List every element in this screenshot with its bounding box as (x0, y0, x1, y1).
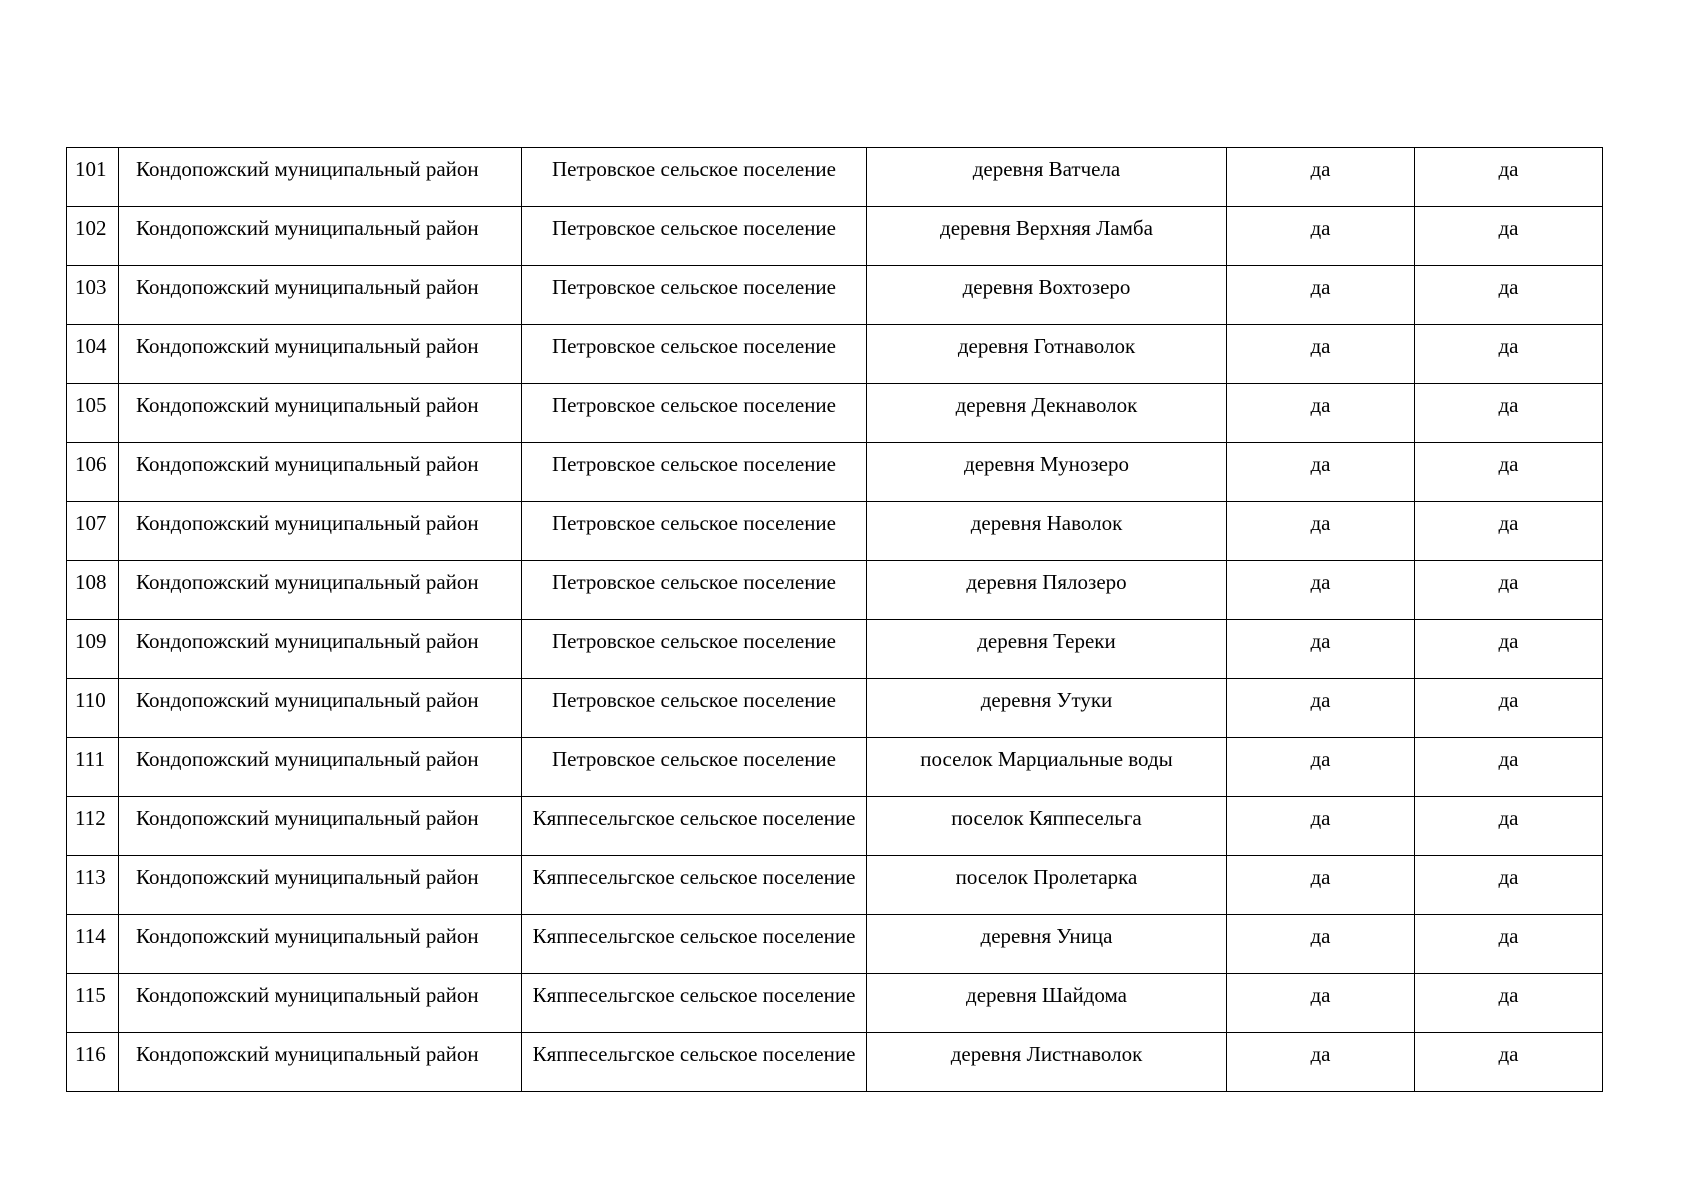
row-number-cell-text: 101 (75, 157, 107, 181)
district-cell-text: Кондопожский муниципальный район (136, 806, 479, 830)
locality-cell-text: деревня Декнаволок (955, 393, 1138, 417)
row-number-cell (67, 679, 119, 738)
row-number-cell (67, 620, 119, 679)
row-number-cell-text: 105 (75, 393, 107, 417)
row-number-cell (67, 561, 119, 620)
flag-cell-first-text: да (1310, 452, 1331, 476)
district-cell (119, 620, 522, 679)
locality-cell (867, 974, 1227, 1033)
row-number-cell-text: 114 (75, 924, 106, 948)
district-cell-text: Кондопожский муниципальный район (136, 1042, 479, 1066)
flag-cell-second (1415, 738, 1603, 797)
locality-cell (867, 620, 1227, 679)
table-row (67, 443, 1603, 502)
row-number-cell (67, 325, 119, 384)
flag-cell-first (1227, 915, 1415, 974)
locality-cell-text: поселок Пролетарка (955, 865, 1138, 889)
settlement-cell (522, 738, 867, 797)
flag-cell-first (1227, 207, 1415, 266)
settlement-cell (522, 915, 867, 974)
table-row (67, 797, 1603, 856)
settlement-cell-text: Петровское сельское поселение (552, 157, 836, 181)
locality-cell-text: поселок Кяппесельга (951, 806, 1142, 830)
locality-cell (867, 797, 1227, 856)
flag-cell-first (1227, 974, 1415, 1033)
row-number-cell-text: 112 (75, 806, 106, 830)
settlement-cell (522, 384, 867, 443)
row-number-cell (67, 443, 119, 502)
row-number-cell-text: 115 (75, 983, 106, 1007)
settlement-cell-text: Петровское сельское поселение (552, 216, 836, 240)
settlement-cell-text: Кяппесельгское сельское поселение (532, 865, 856, 889)
locality-cell-text: деревня Ватчела (972, 157, 1121, 181)
table-row (67, 620, 1603, 679)
table-row (67, 207, 1603, 266)
settlement-cell-text: Петровское сельское поселение (552, 452, 836, 476)
district-cell (119, 384, 522, 443)
flag-cell-first-text: да (1310, 275, 1331, 299)
district-cell-text: Кондопожский муниципальный район (136, 570, 479, 594)
district-cell-text: Кондопожский муниципальный район (136, 688, 479, 712)
flag-cell-second-text: да (1498, 452, 1519, 476)
flag-cell-first (1227, 266, 1415, 325)
district-cell (119, 266, 522, 325)
locality-cell-text: деревня Верхняя Ламба (940, 216, 1153, 240)
flag-cell-first-text: да (1310, 216, 1331, 240)
flag-cell-first (1227, 856, 1415, 915)
district-cell-text: Кондопожский муниципальный район (136, 865, 479, 889)
row-number-cell-text: 106 (75, 452, 107, 476)
row-number-cell-text: 104 (75, 334, 107, 358)
flag-cell-second (1415, 148, 1603, 207)
flag-cell-second-text: да (1498, 983, 1519, 1007)
district-cell-text: Кондопожский муниципальный район (136, 511, 479, 535)
table-row (67, 738, 1603, 797)
settlement-cell-text: Петровское сельское поселение (552, 570, 836, 594)
settlement-cell-text: Петровское сельское поселение (552, 747, 836, 771)
row-number-cell (67, 384, 119, 443)
settlement-cell (522, 1033, 867, 1092)
district-cell (119, 561, 522, 620)
locality-cell-text: деревня Наволок (970, 511, 1123, 535)
flag-cell-second-text: да (1498, 216, 1519, 240)
table-row (67, 679, 1603, 738)
district-cell-text: Кондопожский муниципальный район (136, 747, 479, 771)
settlement-cell (522, 502, 867, 561)
flag-cell-first-text: да (1310, 747, 1331, 771)
settlement-cell (522, 856, 867, 915)
flag-cell-second (1415, 266, 1603, 325)
locality-cell (867, 679, 1227, 738)
settlement-cell (522, 974, 867, 1033)
row-number-cell (67, 797, 119, 856)
row-number-cell-text: 102 (75, 216, 107, 240)
row-number-cell-text: 103 (75, 275, 107, 299)
locality-cell (867, 856, 1227, 915)
settlement-cell (522, 148, 867, 207)
settlement-cell-text: Петровское сельское поселение (552, 511, 836, 535)
flag-cell-first (1227, 384, 1415, 443)
flag-cell-second-text: да (1498, 747, 1519, 771)
table-row (67, 974, 1603, 1033)
flag-cell-second (1415, 1033, 1603, 1092)
locality-cell (867, 443, 1227, 502)
flag-cell-first-text: да (1310, 865, 1331, 889)
flag-cell-first-text: да (1310, 157, 1331, 181)
row-number-cell (67, 266, 119, 325)
locality-cell-text: деревня Вохтозеро (962, 275, 1131, 299)
flag-cell-second-text: да (1498, 688, 1519, 712)
flag-cell-first (1227, 325, 1415, 384)
table-row (67, 561, 1603, 620)
locality-cell (867, 738, 1227, 797)
district-cell-text: Кондопожский муниципальный район (136, 334, 479, 358)
flag-cell-first (1227, 1033, 1415, 1092)
flag-cell-second (1415, 502, 1603, 561)
flag-cell-second (1415, 915, 1603, 974)
district-cell-text: Кондопожский муниципальный район (136, 393, 479, 417)
flag-cell-first (1227, 148, 1415, 207)
table-body (67, 148, 1603, 1092)
flag-cell-second-text: да (1498, 334, 1519, 358)
table-row (67, 325, 1603, 384)
flag-cell-second (1415, 325, 1603, 384)
locality-cell (867, 148, 1227, 207)
settlement-cell (522, 797, 867, 856)
row-number-cell-text: 113 (75, 865, 106, 889)
settlement-cell-text: Кяппесельгское сельское поселение (532, 806, 856, 830)
district-cell-text: Кондопожский муниципальный район (136, 452, 479, 476)
flag-cell-second (1415, 443, 1603, 502)
flag-cell-second-text: да (1498, 511, 1519, 535)
settlement-cell-text: Петровское сельское поселение (552, 629, 836, 653)
flag-cell-second-text: да (1498, 157, 1519, 181)
district-cell (119, 738, 522, 797)
locality-cell-text: деревня Утуки (980, 688, 1113, 712)
flag-cell-first-text: да (1310, 334, 1331, 358)
flag-cell-second (1415, 561, 1603, 620)
table-row (67, 1033, 1603, 1092)
row-number-cell (67, 207, 119, 266)
flag-cell-first-text: да (1310, 1042, 1331, 1066)
locality-cell (867, 915, 1227, 974)
flag-cell-second (1415, 384, 1603, 443)
flag-cell-first-text: да (1310, 688, 1331, 712)
district-cell-text: Кондопожский муниципальный район (136, 216, 479, 240)
district-cell (119, 856, 522, 915)
locality-cell-text: деревня Пялозеро (966, 570, 1127, 594)
flag-cell-first (1227, 738, 1415, 797)
locality-cell-text: деревня Тереки (977, 629, 1116, 653)
district-cell-text: Кондопожский муниципальный район (136, 157, 479, 181)
locality-cell (867, 325, 1227, 384)
locality-cell-text: поселок Марциальные воды (920, 747, 1173, 771)
settlement-cell-text: Кяппесельгское сельское поселение (532, 983, 856, 1007)
locality-cell (867, 561, 1227, 620)
flag-cell-first-text: да (1310, 570, 1331, 594)
settlement-cell-text: Петровское сельское поселение (552, 275, 836, 299)
row-number-cell (67, 738, 119, 797)
row-number-cell (67, 1033, 119, 1092)
settlement-cell-text: Петровское сельское поселение (552, 393, 836, 417)
flag-cell-first (1227, 502, 1415, 561)
flag-cell-first-text: да (1310, 924, 1331, 948)
district-cell (119, 443, 522, 502)
flag-cell-second (1415, 974, 1603, 1033)
flag-cell-second-text: да (1498, 924, 1519, 948)
flag-cell-second-text: да (1498, 275, 1519, 299)
district-cell (119, 797, 522, 856)
locality-cell (867, 1033, 1227, 1092)
flag-cell-first-text: да (1310, 393, 1331, 417)
flag-cell-second (1415, 679, 1603, 738)
flag-cell-first (1227, 443, 1415, 502)
flag-cell-second (1415, 797, 1603, 856)
locality-cell-text: деревня Уница (980, 924, 1113, 948)
district-cell (119, 915, 522, 974)
flag-cell-second-text: да (1498, 570, 1519, 594)
district-cell (119, 1033, 522, 1092)
settlement-cell (522, 325, 867, 384)
row-number-cell (67, 148, 119, 207)
locality-cell (867, 384, 1227, 443)
row-number-cell (67, 915, 119, 974)
flag-cell-second-text: да (1498, 393, 1519, 417)
row-number-cell-text: 107 (75, 511, 107, 535)
district-cell (119, 502, 522, 561)
flag-cell-first-text: да (1310, 511, 1331, 535)
settlement-cell-text: Петровское сельское поселение (552, 688, 836, 712)
flag-cell-first (1227, 561, 1415, 620)
locality-cell-text: деревня Готнаволок (957, 334, 1136, 358)
flag-cell-first-text: да (1310, 983, 1331, 1007)
table-row (67, 266, 1603, 325)
district-cell-text: Кондопожский муниципальный район (136, 924, 479, 948)
settlement-cell (522, 266, 867, 325)
locality-cell-text: деревня Листнаволок (950, 1042, 1143, 1066)
flag-cell-second-text: да (1498, 629, 1519, 653)
district-cell (119, 207, 522, 266)
row-number-cell (67, 502, 119, 561)
settlement-cell-text: Кяппесельгское сельское поселение (532, 1042, 856, 1066)
settlements-table (66, 147, 1603, 1092)
flag-cell-first (1227, 620, 1415, 679)
settlement-cell (522, 561, 867, 620)
table-row (67, 384, 1603, 443)
row-number-cell-text: 116 (75, 1042, 106, 1066)
table-row (67, 502, 1603, 561)
row-number-cell-text: 111 (75, 747, 105, 771)
flag-cell-first (1227, 679, 1415, 738)
locality-cell (867, 266, 1227, 325)
settlement-cell-text: Кяппесельгское сельское поселение (532, 924, 856, 948)
district-cell (119, 679, 522, 738)
row-number-cell-text: 108 (75, 570, 107, 594)
district-cell-text: Кондопожский муниципальный район (136, 275, 479, 299)
locality-cell-text: деревня Мунозеро (964, 452, 1129, 476)
row-number-cell-text: 109 (75, 629, 107, 653)
flag-cell-second-text: да (1498, 806, 1519, 830)
district-cell-text: Кондопожский муниципальный район (136, 629, 479, 653)
settlement-cell-text: Петровское сельское поселение (552, 334, 836, 358)
row-number-cell (67, 856, 119, 915)
flag-cell-first (1227, 797, 1415, 856)
flag-cell-first-text: да (1310, 806, 1331, 830)
table-row (67, 915, 1603, 974)
district-cell (119, 148, 522, 207)
table-row (67, 856, 1603, 915)
locality-cell (867, 207, 1227, 266)
settlement-cell (522, 620, 867, 679)
locality-cell (867, 502, 1227, 561)
settlement-cell (522, 207, 867, 266)
settlement-cell (522, 443, 867, 502)
settlement-cell (522, 679, 867, 738)
row-number-cell (67, 974, 119, 1033)
flag-cell-second (1415, 856, 1603, 915)
locality-cell-text: деревня Шайдома (966, 983, 1127, 1007)
row-number-cell-text: 110 (75, 688, 106, 712)
district-cell (119, 974, 522, 1033)
flag-cell-first-text: да (1310, 629, 1331, 653)
district-cell-text: Кондопожский муниципальный район (136, 983, 479, 1007)
flag-cell-second (1415, 620, 1603, 679)
district-cell (119, 325, 522, 384)
flag-cell-second (1415, 207, 1603, 266)
table-row (67, 148, 1603, 207)
flag-cell-second-text: да (1498, 1042, 1519, 1066)
flag-cell-second-text: да (1498, 865, 1519, 889)
